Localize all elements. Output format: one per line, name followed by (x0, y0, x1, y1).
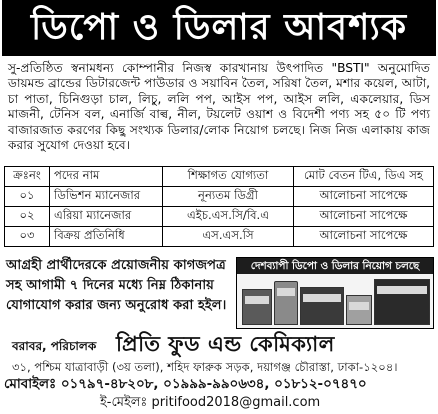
apply-line-3: যোগাযোগ করার জন্য অনুরোধ করা হইল। (6, 298, 227, 313)
serial-cell: ০১ (5, 187, 50, 207)
intro-text: সু-প্রতিষ্ঠিত স্বনামধন্য কোম্পানীর নিজস্ব কারখানায় উৎপাদিত "BSTI" অনুমোদিত ডায়মন্ড ব্রান্ডের ডিটারজেন্ট পাউডার ও সয়াবিন তৈল, সরিষা তৈল, মশার কয়েল, আটা, চা পাতা, চিনিগুড়া চাল, লিচু, ললি পপ, আইস পপ, আইস ললি, একলেয়ার, ডিস মাজনী, টেনিস বল, এনার্জি বাল্ব, নীল, টয়লেট ওয়াশ ও বিদেশী পণ্য সহ ৫০ টি পণ্য বাজারজাত করণের কিছু সংখ্যক ডিলার/লোক নিয়োগ চলছে। নিজ নিজ এলাকায় কাজ করার সুযোগ দেওয়া হবে। (8, 61, 430, 153)
position-table (4, 166, 434, 247)
apply-line-1: আগ্রহী প্রার্থীদেরকে প্রয়োজনীয় কাগজপত্র (6, 258, 226, 273)
table-header-row (5, 167, 434, 187)
salary-cell: আলোচনা সাপেক্ষে (294, 227, 434, 247)
company-address: ৩১, পশ্চিম যাত্রাবাড়ী (৩য় তলা), শহিদ ফারুক সড়ক, দয়াগঞ্জ চৌরাস্তা, ঢাকা-১২০৪। (12, 360, 398, 374)
salary-cell: আলোচনা সাপেক্ষে (294, 207, 434, 227)
header-serial: ক্রঃনং (5, 167, 50, 187)
qualification-cell: নূন্যতম ডিগ্রী (163, 187, 294, 207)
product-banner: দেশব্যাপী ডিপো ও ডিলার নিয়োগ চলছে (237, 258, 433, 274)
header-post: পদের নাম (50, 167, 163, 187)
mobile-numbers: মোবাইলঃ ০১৭৯৭-৪৮২০৮, ০১৯৯৯-৯৯০৬৩৪, ০১৮১২-০৭৪৭০ (4, 377, 367, 392)
post-cell: ডিভিশন ম্যানেজার (50, 187, 163, 207)
table-row (5, 207, 434, 227)
product-bottle (274, 281, 298, 325)
qualification-cell: এস.এস.সি (163, 227, 294, 247)
intro-paragraph (8, 61, 430, 153)
email-address: ই-মেইলঃ pritifood2018@gmail.com (100, 395, 321, 410)
serial-cell: ০৩ (5, 227, 50, 247)
application-instructions (6, 256, 234, 316)
header-salary: মোট বেতন টিএ, ডিএ সহ (294, 167, 434, 187)
post-cell: বিক্রয় প্রতিনিধি (50, 227, 163, 247)
product-package (300, 287, 344, 325)
post-cell: এরিয়া ম্যানেজার (50, 207, 163, 227)
product-package (242, 289, 272, 325)
company-name: প্রিতি ফুড এন্ড কেমিক্যাল (116, 332, 335, 356)
product-sack (374, 279, 430, 325)
serial-cell: ০২ (5, 207, 50, 227)
product-package (346, 295, 372, 325)
table-row (5, 187, 434, 207)
header-qualification: শিক্ষাগত যোগ্যতা (163, 167, 294, 187)
table-row (5, 227, 434, 247)
apply-line-2: সহ আগামী ৭ দিনের মধ্যে নিম্ন ঠিকানায় (6, 278, 214, 293)
headline: ডিপো ও ডিলার আবশ্যক (2, 0, 436, 56)
company-block (6, 330, 432, 358)
product-image (236, 257, 434, 329)
qualification-cell: এইচ.এস.সি/বি.এ (163, 207, 294, 227)
salary-cell: আলোচনা সাপেক্ষে (294, 187, 434, 207)
addressee-label: বরাবর, পরিচালক (12, 339, 97, 353)
